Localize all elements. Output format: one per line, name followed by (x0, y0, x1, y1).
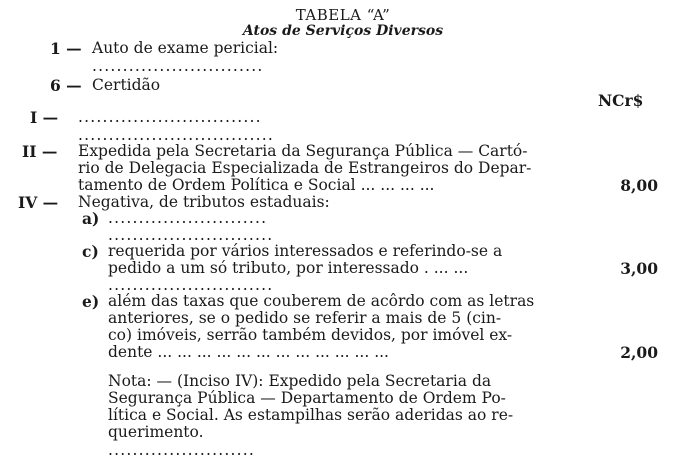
sub-a-dots-2: ........................... (108, 226, 274, 244)
item-1-dots: ............................ (92, 57, 264, 75)
roman-1-number: I — (30, 108, 59, 127)
roman-4-text: Negativa, de tributos estaduais: (78, 193, 330, 211)
sub-e-line-4: dente ... ... ... ... ... ... ... ... ... ... ... ... (108, 343, 389, 361)
sub-e-label: e) (82, 292, 100, 311)
roman-2-line-1: Expedida pela Secretaria da Segurança Pública — Cartó- (78, 142, 528, 160)
table-title: TABELA “A” (295, 6, 391, 24)
sub-e-line-1: além das taxas que couberem de acôrdo com as letras (108, 292, 535, 310)
roman-1-dots-2: ................................ (78, 126, 275, 144)
roman-4-number: IV — (18, 193, 59, 212)
sub-a-dots: .......................... (108, 209, 268, 227)
sub-e-line-3: co) imóveis, serrão também devidos, por imóvel ex- (108, 326, 513, 344)
roman-2-line-2: rio de Delegacia Especializada de Estrangeiros do Depar- (78, 159, 532, 177)
note-line-2: Segurança Pública — Departamento de Ordem Po- (108, 389, 506, 407)
roman-2-line-3: tamento de Ordem Política e Social ... ... ... ... (78, 176, 435, 194)
note-line-4: querimento. (108, 423, 204, 441)
note-line-1: Nota: — (Inciso IV): Expedido pela Secretaria da (108, 372, 492, 390)
item-1-text: Auto de exame pericial: (92, 39, 279, 57)
item-6-text: Certidão (92, 76, 161, 94)
sub-c-label: c) (82, 242, 99, 261)
roman-1-dots: .............................. (78, 108, 262, 126)
sub-e-value: 2,00 (620, 343, 658, 362)
item-1-number: 1 — (50, 39, 82, 58)
sub-c-value: 3,00 (620, 259, 658, 278)
sub-e-line-2: anteriores, se o pedido se referir a mais de 5 (cin- (108, 309, 502, 327)
sub-c-line-2: pedido a um só tributo, por interessado . ... ... (108, 259, 469, 277)
sub-c-line-1: requerida por vários interessados e referindo-se a (108, 242, 503, 260)
note-line-3: lítica e Social. As estampilhas serão aderidas ao re- (108, 406, 514, 424)
table-subtitle: Atos de Serviços Diversos (242, 23, 444, 39)
roman-2-number: II — (22, 142, 58, 161)
item-6-number: 6 — (50, 76, 82, 95)
currency-label: NCr$ (598, 91, 644, 110)
roman-2-value: 8,00 (620, 176, 658, 195)
sub-a-label: a) (82, 209, 100, 228)
end-dots: ........................ (108, 441, 256, 459)
sub-c-dots: ........................... (108, 276, 274, 294)
